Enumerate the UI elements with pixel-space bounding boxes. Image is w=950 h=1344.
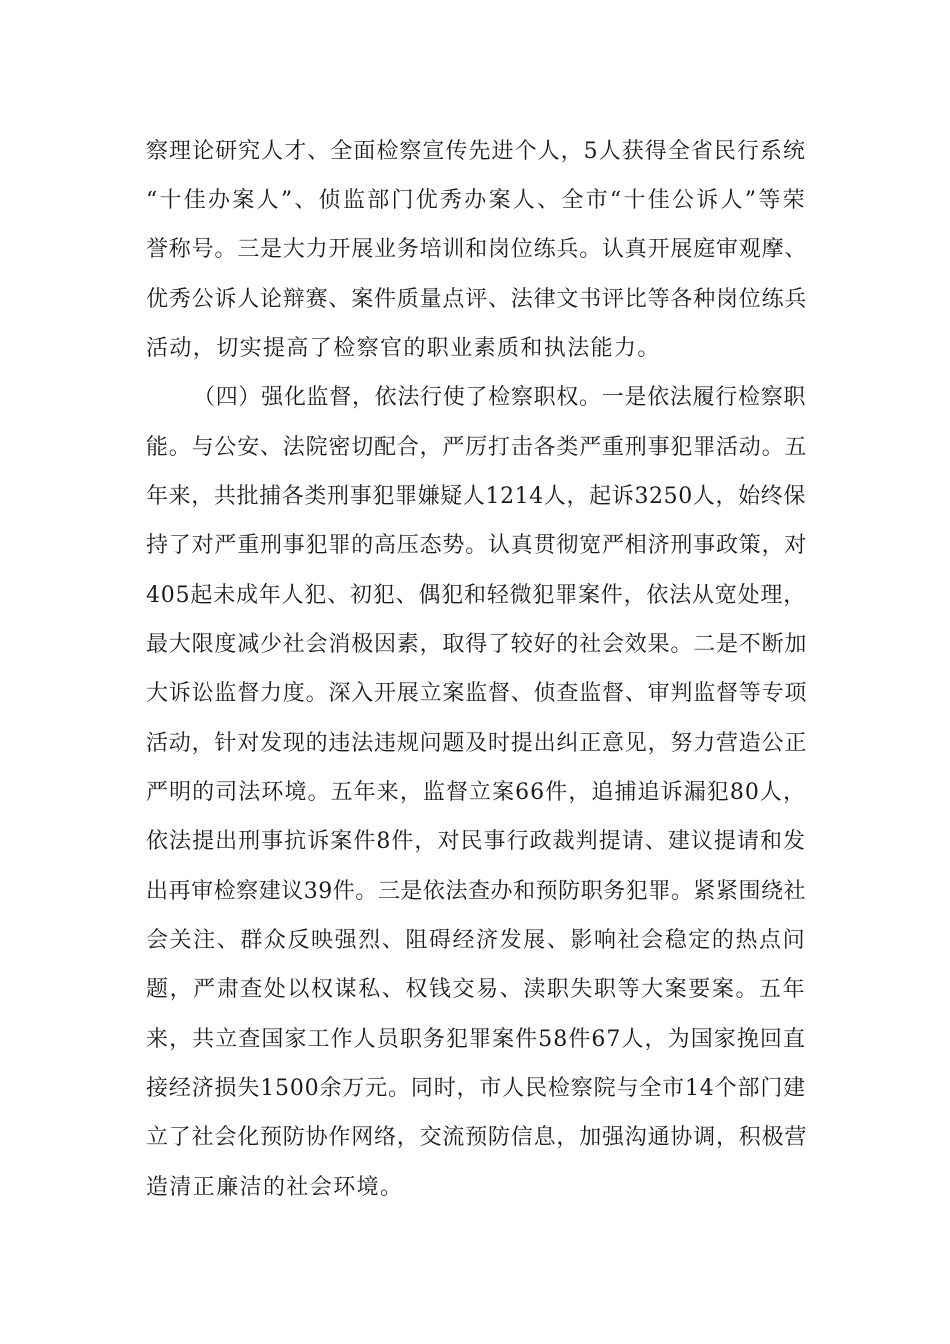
text-line: 察理论研究人才、全面检察宣传先进个人，5人获得全省民行系统: [146, 139, 806, 164]
text-line: 出再审检察建议39件。三是依法查办和预防职务犯罪。紧紧围绕社: [146, 879, 806, 904]
text-line: 优秀公诉人论辩赛、案件质量点评、法律文书评比等各种岗位练兵: [146, 287, 808, 312]
text-line: 能。与公安、法院密切配合，严厉打击各类严重刑事犯罪活动。五: [146, 435, 808, 460]
text-line: 年来，共批捕各类刑事犯罪嫌疑人1214人，起诉3250人，始终保: [146, 484, 806, 509]
text-line: 活动，切实提高了检察官的职业素质和执法能力。: [146, 336, 661, 361]
text-line: 大诉讼监督力度。深入开展立案监督、侦查监督、审判监督等专项: [146, 681, 808, 706]
text-line: 会关注、群众反映强烈、阻碍经济发展、影响社会稳定的热点问: [146, 928, 806, 953]
text-line: 题，严肃查处以权谋私、权钱交易、渎职失职等大案要案。五年: [146, 977, 806, 1002]
text-line: “十佳办案人”、侦监部门优秀办案人、全市“十佳公诉人”等荣: [146, 188, 806, 213]
text-line: 严明的司法环境。五年来，监督立案66件，追捕追诉漏犯80人，: [146, 780, 806, 805]
paragraph-start-line: （四）强化监督，依法行使了检察职权。一是依法履行检察职: [193, 385, 806, 410]
text-line: 活动，针对发现的违法违规问题及时提出纠正意见，努力营造公正: [146, 731, 808, 756]
text-line: 造清正廉洁的社会环境。: [146, 1175, 404, 1200]
text-line: 最大限度减少社会消极因素，取得了较好的社会效果。二是不断加: [146, 632, 808, 657]
text-line: 立了社会化预防协作网络，交流预防信息，加强沟通协调，积极营: [146, 1125, 808, 1150]
text-line: 依法提出刑事抗诉案件8件，对民事行政裁判提请、建议提请和发: [146, 829, 806, 854]
text-line: 接经济损失1500余万元。同时，市人民检察院与全市14个部门建: [146, 1076, 806, 1101]
text-line: 405起未成年人犯、初犯、偶犯和轻微犯罪案件，依法从宽处理，: [146, 583, 806, 608]
text-line: 誉称号。三是大力开展业务培训和岗位练兵。认真开展庭审观摩、: [146, 237, 808, 262]
text-line: 持了对严重刑事犯罪的高压态势。认真贯彻宽严相济刑事政策，对: [146, 533, 808, 558]
text-line: 来，共立查国家工作人员职务犯罪案件58件67人，为国家挽回直: [146, 1027, 806, 1052]
